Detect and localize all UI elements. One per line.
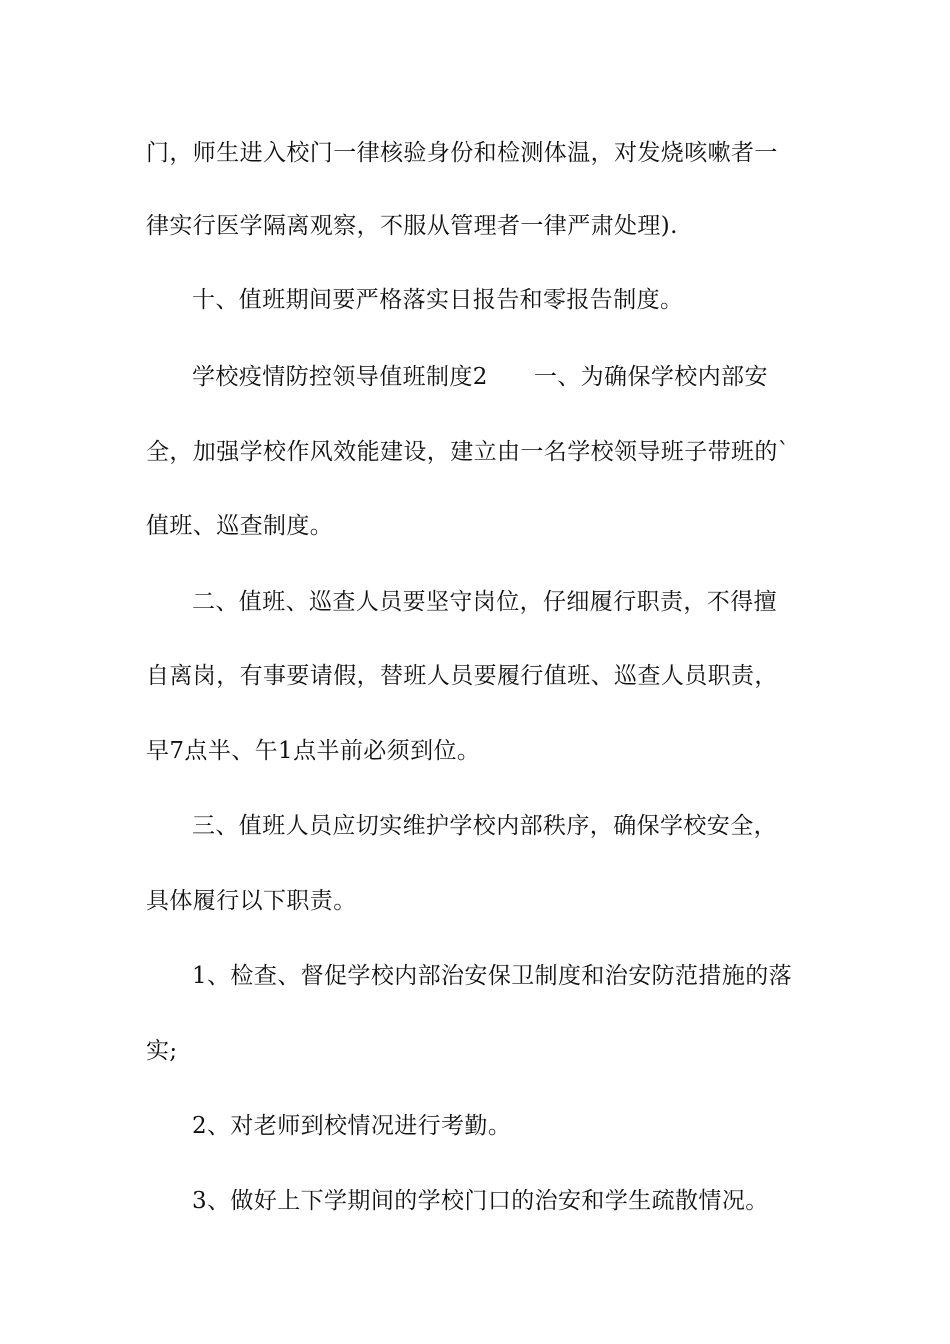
text-line: 3、做好上下学期间的学校门口的治安和学生疏散情况。 [192,1188,769,1214]
text-line: 1、检查、督促学校内部治安保卫制度和治安防范措施的落 [192,963,793,989]
text-line: 律实行医学隔离观察，不服从管理者一律严肃处理). [146,213,678,239]
text-line: 门，师生进入校门一律核验身份和检测体温，对发烧咳嗽者一 [146,140,778,166]
text-line: 早7点半、午1点半前必须到位。 [146,738,481,764]
text-segment: 一、为确保学校内部安 [533,364,768,390]
text-line: 二、值班、巡查人员要坚守岗位，仔细履行职责，不得擅 [192,589,777,615]
text-line: 自离岗，有事要请假，替班人员要履行值班、巡查人员职责， [146,663,778,689]
text-line [192,357,852,397]
text-line: 十、值班期间要严格落实日报告和零报告制度。 [192,287,684,313]
text-line: 具体履行以下职责。 [146,888,357,914]
text-line: 实; [146,1038,178,1064]
text-line: 值班、巡查制度。 [146,513,334,539]
text-line: 三、值班人员应切实维护学校内部秩序，确保学校安全， [192,813,777,839]
text-line: 2、对老师到校情况进行考勤。 [192,1113,512,1139]
text-line: 全，加强学校作风效能建设，建立由一名学校领导班子带班的` [146,439,790,465]
section-heading: 学校疫情防控领导值班制度2 [192,364,488,390]
